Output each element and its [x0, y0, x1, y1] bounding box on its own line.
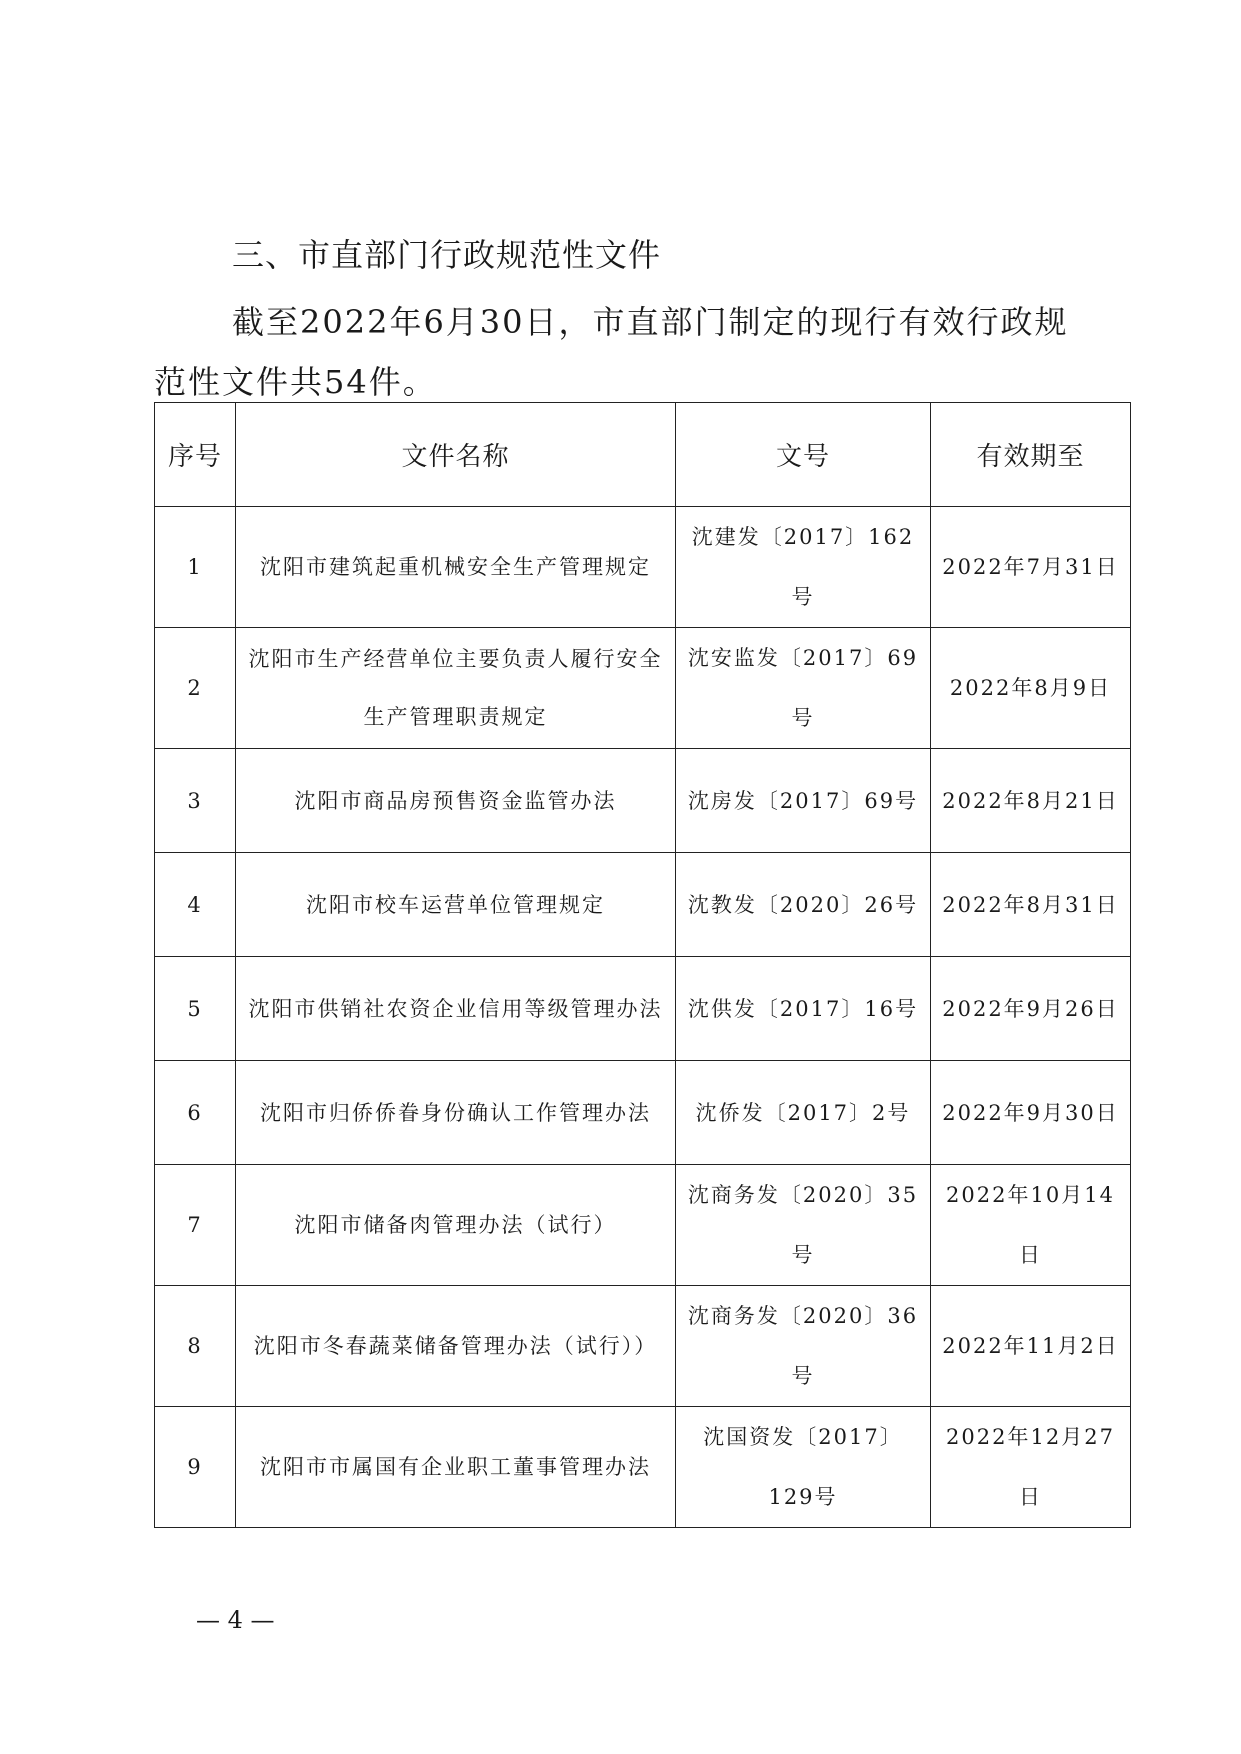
- cell-doc-name: 沈阳市生产经营单位主要负责人履行安全生产管理职责规定: [236, 628, 676, 749]
- cell-seq: 8: [155, 1286, 236, 1407]
- cell-valid-until: 2022年8月9日: [931, 628, 1131, 749]
- cell-doc-name: 沈阳市归侨侨眷身份确认工作管理办法: [236, 1061, 676, 1165]
- document-table: [154, 402, 1131, 1528]
- cell-seq: 5: [155, 957, 236, 1061]
- intro-paragraph: 截至2022年6月30日，市直部门制定的现行有效行政规范性文件共54件。: [154, 303, 1069, 401]
- table-header-row: [155, 403, 1131, 507]
- table-row: [155, 1407, 1131, 1528]
- cell-doc-name: 沈阳市商品房预售资金监管办法: [236, 749, 676, 853]
- section-heading: 三、市直部门行政规范性文件: [232, 236, 662, 274]
- cell-seq: 2: [155, 628, 236, 749]
- cell-seq: 4: [155, 853, 236, 957]
- cell-doc-name: 沈阳市供销社农资企业信用等级管理办法: [236, 957, 676, 1061]
- cell-doc-number: 沈供发〔2017〕16号: [676, 957, 931, 1061]
- cell-doc-number: 沈国资发〔2017〕129号: [676, 1407, 931, 1528]
- cell-doc-name: 沈阳市校车运营单位管理规定: [236, 853, 676, 957]
- cell-doc-name: 沈阳市冬春蔬菜储备管理办法（试行））: [236, 1286, 676, 1407]
- table-row: [155, 957, 1131, 1061]
- cell-valid-until: 2022年7月31日: [931, 507, 1131, 628]
- cell-doc-name: 沈阳市建筑起重机械安全生产管理规定: [236, 507, 676, 628]
- cell-doc-number: 沈商务发〔2020〕35号: [676, 1165, 931, 1286]
- table-row: [155, 628, 1131, 749]
- header-seq: 序号: [155, 403, 236, 507]
- cell-doc-name: 沈阳市市属国有企业职工董事管理办法: [236, 1407, 676, 1528]
- table-row: [155, 507, 1131, 628]
- cell-seq: 9: [155, 1407, 236, 1528]
- cell-doc-name: 沈阳市储备肉管理办法（试行）: [236, 1165, 676, 1286]
- cell-doc-number: 沈教发〔2020〕26号: [676, 853, 931, 957]
- cell-valid-until: 2022年8月21日: [931, 749, 1131, 853]
- table-row: [155, 853, 1131, 957]
- header-doc-number: 文号: [676, 403, 931, 507]
- table-row: [155, 749, 1131, 853]
- header-valid-until: 有效期至: [931, 403, 1131, 507]
- table-row: [155, 1286, 1131, 1407]
- table-row: [155, 1165, 1131, 1286]
- cell-seq: 6: [155, 1061, 236, 1165]
- cell-doc-number: 沈安监发〔2017〕69号: [676, 628, 931, 749]
- page-number: — 4 —: [196, 1606, 275, 1634]
- cell-valid-until: 2022年10月14日: [931, 1165, 1131, 1286]
- cell-doc-number: 沈商务发〔2020〕36号: [676, 1286, 931, 1407]
- cell-seq: 1: [155, 507, 236, 628]
- cell-valid-until: 2022年12月27日: [931, 1407, 1131, 1528]
- cell-doc-number: 沈房发〔2017〕69号: [676, 749, 931, 853]
- cell-seq: 7: [155, 1165, 236, 1286]
- cell-doc-number: 沈建发〔2017〕162号: [676, 507, 931, 628]
- cell-valid-until: 2022年9月26日: [931, 957, 1131, 1061]
- cell-valid-until: 2022年11月2日: [931, 1286, 1131, 1407]
- cell-valid-until: 2022年8月31日: [931, 853, 1131, 957]
- table-row: [155, 1061, 1131, 1165]
- cell-doc-number: 沈侨发〔2017〕2号: [676, 1061, 931, 1165]
- header-doc-name: 文件名称: [236, 403, 676, 507]
- cell-seq: 3: [155, 749, 236, 853]
- cell-valid-until: 2022年9月30日: [931, 1061, 1131, 1165]
